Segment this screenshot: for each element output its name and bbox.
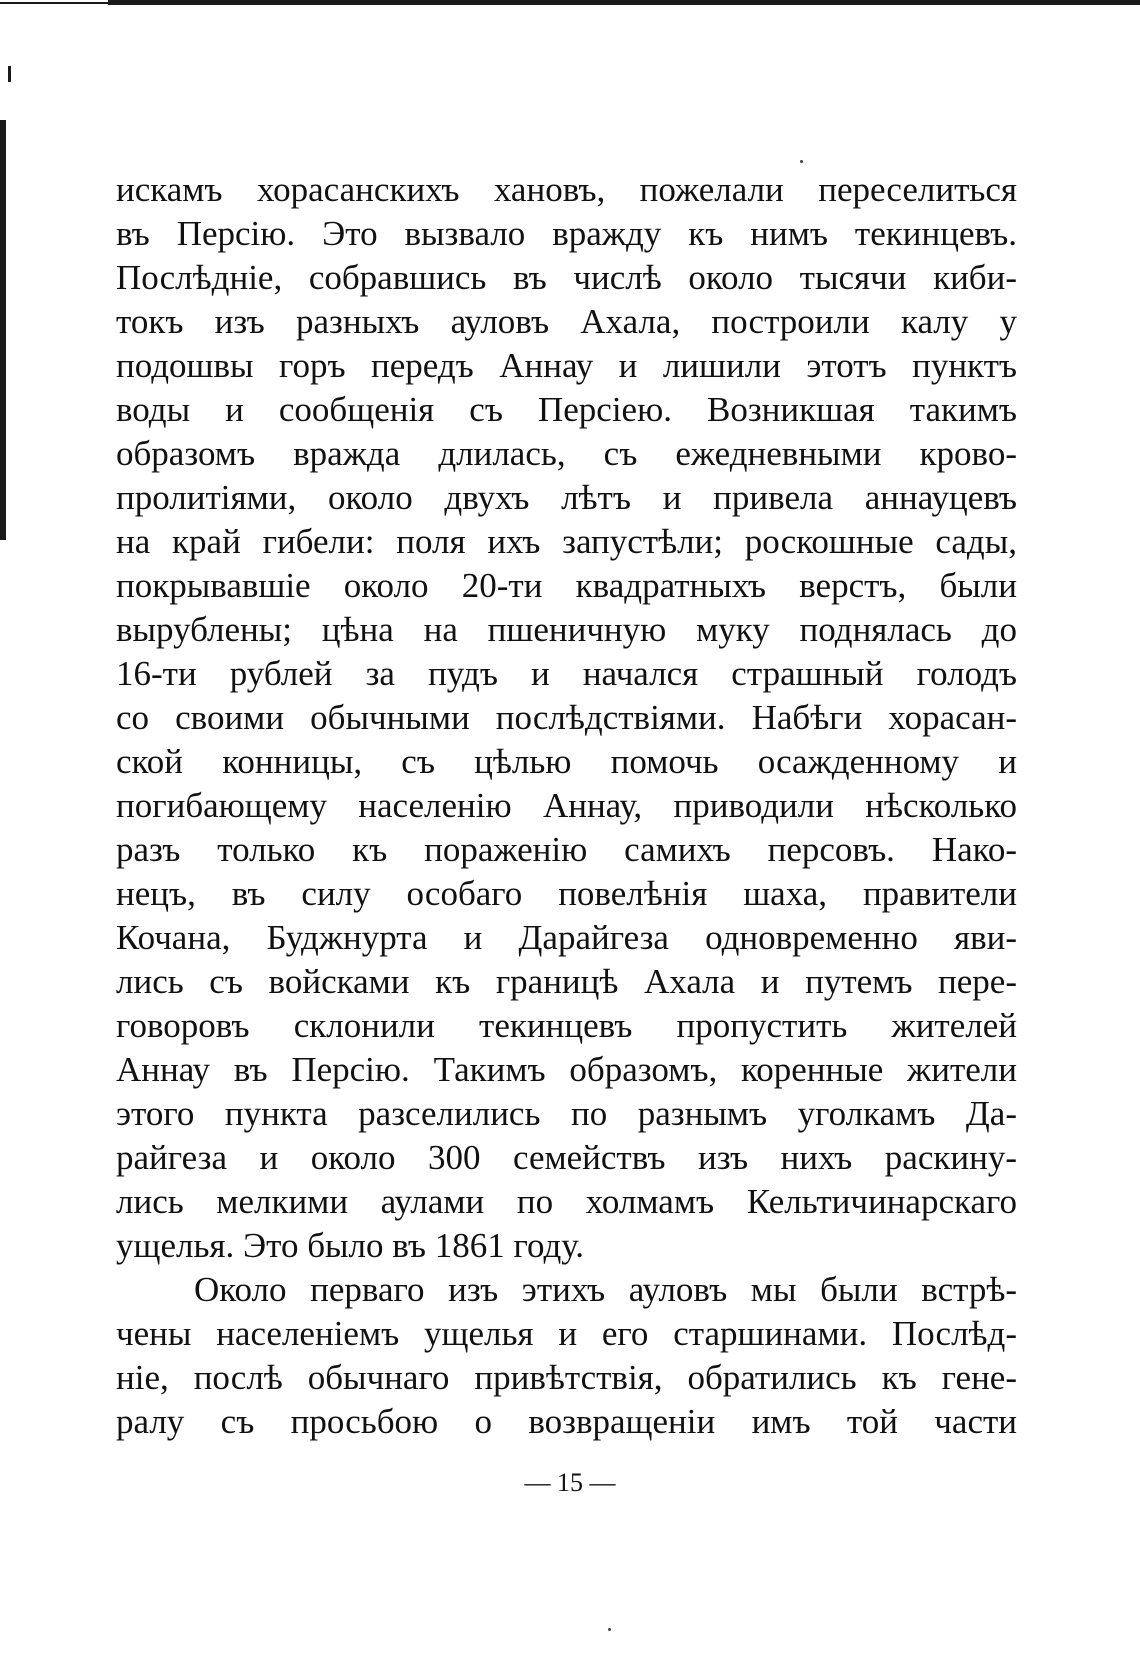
- text-line: въ Персію. Это вызвало вражду къ нимъ текинцевъ.: [116, 214, 1017, 253]
- text-line: ралу съ просьбою о возвращеніи имъ той части: [116, 1402, 1017, 1441]
- paragraph-start-line: Около перваго изъ этихъ ауловъ мы были встрѣ-: [194, 1270, 1017, 1309]
- text-line: Послѣдніе, собравшись въ числѣ около тысячи киби-: [116, 258, 1017, 297]
- text-line: токъ изъ разныхъ ауловъ Ахала, построили калу у: [116, 302, 1017, 341]
- text-line: подошвы горъ передъ Аннау и лишили этотъ пунктъ: [116, 346, 1017, 385]
- text-line: 16-ти рублей за пудъ и начался страшный голодъ: [116, 654, 1017, 693]
- text-line: на край гибели: поля ихъ запустѣли; роскошные сады,: [116, 522, 1017, 561]
- paragraph-end-line: ущелья. Это было въ 1861 году.: [116, 1226, 585, 1265]
- text-line: погибающему населенію Аннау, приводили нѣсколько: [116, 786, 1017, 825]
- text-line: искамъ хорасанскихъ хановъ, пожелали переселиться: [116, 170, 1017, 209]
- text-line: лись съ войсками къ границѣ Ахала и путемъ пере-: [116, 962, 1017, 1001]
- text-line: райгеза и около 300 семействъ изъ нихъ раскину-: [116, 1138, 1017, 1177]
- text-line: со своими обычными послѣдствіями. Набѣги хорасан-: [116, 698, 1017, 737]
- top-edge-rule: [108, 0, 1140, 5]
- binding-edge: [0, 120, 6, 540]
- binding-mark: [8, 66, 11, 82]
- text-line: этого пункта разселились по разнымъ уголкамъ Да-: [116, 1094, 1017, 1133]
- text-line: ніе, послѣ обычнаго привѣтствія, обратились къ гене-: [116, 1358, 1017, 1397]
- text-line: говоровъ склонили текинцевъ пропустить жителей: [116, 1006, 1017, 1045]
- text-line: ской конницы, съ цѣлью помочь осажденному и: [116, 742, 1017, 781]
- text-line: пролитіями, около двухъ лѣтъ и привела аннауцевъ: [116, 478, 1017, 517]
- text-line: вырублены; цѣна на пшеничную муку поднялась до: [116, 610, 1017, 649]
- text-line: покрывавшіе около 20-ти квадратныхъ верстъ, были: [116, 566, 1017, 605]
- text-line: нецъ, въ силу особаго повелѣнія шаха, правители: [116, 874, 1017, 913]
- page-number: — 15 —: [524, 1468, 616, 1497]
- body-text: [116, 168, 1017, 1444]
- text-line: чены населеніемъ ущелья и его старшинами. Послѣд-: [116, 1314, 1017, 1353]
- text-line: воды и сообщенія съ Персіею. Возникшая такимъ: [116, 390, 1017, 429]
- text-line: лись мелкими аулами по холмамъ Кельтичинарскаго: [116, 1182, 1017, 1221]
- text-line: Аннау въ Персію. Такимъ образомъ, коренные жители: [116, 1050, 1017, 1089]
- top-edge-rule-left: [0, 2, 108, 4]
- paper-speck: [800, 160, 803, 163]
- text-line: образомъ вражда длилась, съ ежедневными крово-: [116, 434, 1017, 473]
- text-line: разъ только къ пораженію самихъ персовъ. Нако-: [116, 830, 1017, 869]
- paper-speck: [608, 1628, 611, 1631]
- text-line: Кочана, Буджнурта и Дарайгеза одновременно яви-: [116, 918, 1017, 957]
